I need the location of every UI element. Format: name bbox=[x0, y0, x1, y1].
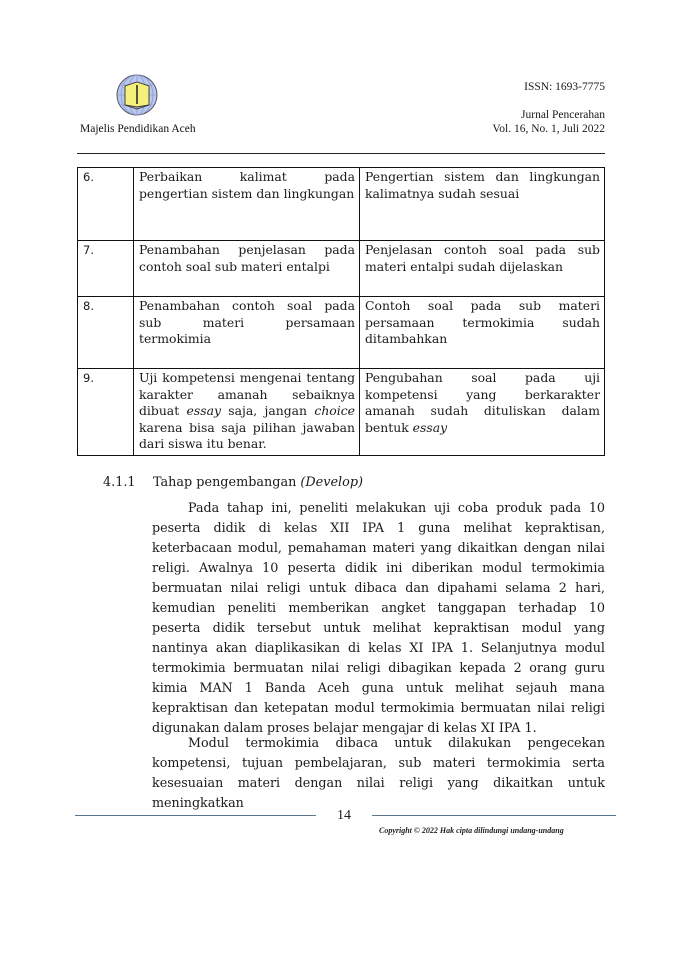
issn: ISSN: 1693-7775 bbox=[524, 81, 605, 93]
volume-info: Vol. 16, No. 1, Juli 2022 bbox=[492, 123, 605, 135]
row-number: 6. bbox=[78, 168, 134, 241]
table-row bbox=[78, 369, 605, 456]
footer-rule-left bbox=[75, 815, 316, 816]
revision-cell: Pengertian sistem dan lingkungan kalimatnya sudah sesuai bbox=[360, 168, 605, 241]
globe-book-logo-icon bbox=[116, 74, 158, 116]
table-row bbox=[78, 297, 605, 369]
italic-term: choice bbox=[314, 403, 355, 418]
text-span: karena bisa saja pilihan jawaban dari siswa itu benar. bbox=[139, 419, 355, 451]
journal-name: Jurnal Pencerahan bbox=[521, 109, 605, 121]
table-row bbox=[78, 241, 605, 297]
body-paragraph bbox=[152, 733, 605, 813]
paragraph-text: Modul termokimia dibaca untuk dilakukan pengecekan kompetensi, tujuan pembelajaran, sub materi termokimia serta kesesuaian materi dengan nilai religi yang dikaitkan untuk meningkatkan bbox=[152, 735, 605, 810]
row-number: 8. bbox=[78, 297, 134, 369]
suggestion-cell: Penambahan contoh soal pada sub materi persamaan termokimia bbox=[134, 297, 360, 369]
body-paragraph bbox=[152, 498, 605, 738]
section-title-italic: (Develop) bbox=[300, 475, 364, 490]
table-row bbox=[78, 168, 605, 241]
suggestion-cell: Perbaikan kalimat pada pengertian sistem dan lingkungan bbox=[134, 168, 360, 241]
revision-cell: Contoh soal pada sub materi persamaan termokimia sudah ditambahkan bbox=[360, 297, 605, 369]
footer-rule-right bbox=[372, 815, 616, 816]
page-number: 14 bbox=[337, 808, 351, 823]
org-name: Majelis Pendidikan Aceh bbox=[80, 123, 196, 135]
text-span: Pengubahan soal pada uji kompetensi yang berkarakter amanah sudah dituliskan dalam bentuk bbox=[365, 370, 600, 435]
journal-info bbox=[492, 108, 605, 136]
header-divider bbox=[77, 153, 605, 154]
section-title: Tahap pengembangan bbox=[153, 475, 301, 490]
section-heading bbox=[103, 475, 363, 490]
suggestion-cell: Penambahan penjelasan pada contoh soal sub materi entalpi bbox=[134, 241, 360, 297]
copyright-notice: Copyright © 2022 Hak cipta dilindungi undang-undang bbox=[379, 826, 564, 835]
paragraph-text: Pada tahap ini, peneliti melakukan uji coba produk pada 10 peserta didik di kelas XII IPA 1 guna melihat kepraktisan, keterbacaan modul, pemahaman materi yang dikaitkan dengan nilai religi. Awalnya 10 peserta didik ini diberikan modul termokimia bermuatan nilai religi untuk dibaca dan dipahami selama 2 hari, kemudian peneliti memberikan angket tanggapan terhadap 10 peserta didik tersebut untuk melihat kepraktisan modul yang nantinya akan diaplikasikan di kelas XI IPA 1. Selanjutnya modul termokimia bermuatan nilai religi dibagikan kepada 2 orang guru kimia MAN 1 Banda Aceh guna untuk melihat sejauh mana kepraktisan dan ketepatan modul termokimia bermuatan nilai religi digunakan dalam proses belajar mengajar di kelas XI IPA 1. bbox=[152, 500, 605, 735]
section-number: 4.1.1 bbox=[103, 475, 136, 490]
suggestion-cell bbox=[134, 369, 360, 456]
row-number: 7. bbox=[78, 241, 134, 297]
revision-cell bbox=[360, 369, 605, 456]
text-span: saja, jangan bbox=[220, 403, 315, 418]
revision-table bbox=[77, 167, 605, 456]
revision-cell: Penjelasan contoh soal pada sub materi entalpi sudah dijelaskan bbox=[360, 241, 605, 297]
text-span: Uji kompetensi mengenai tentang karakter amanah sebaiknya dibuat bbox=[139, 370, 355, 418]
row-number: 9. bbox=[78, 369, 134, 456]
italic-term: essay bbox=[186, 403, 221, 418]
italic-term: essay bbox=[412, 419, 448, 435]
